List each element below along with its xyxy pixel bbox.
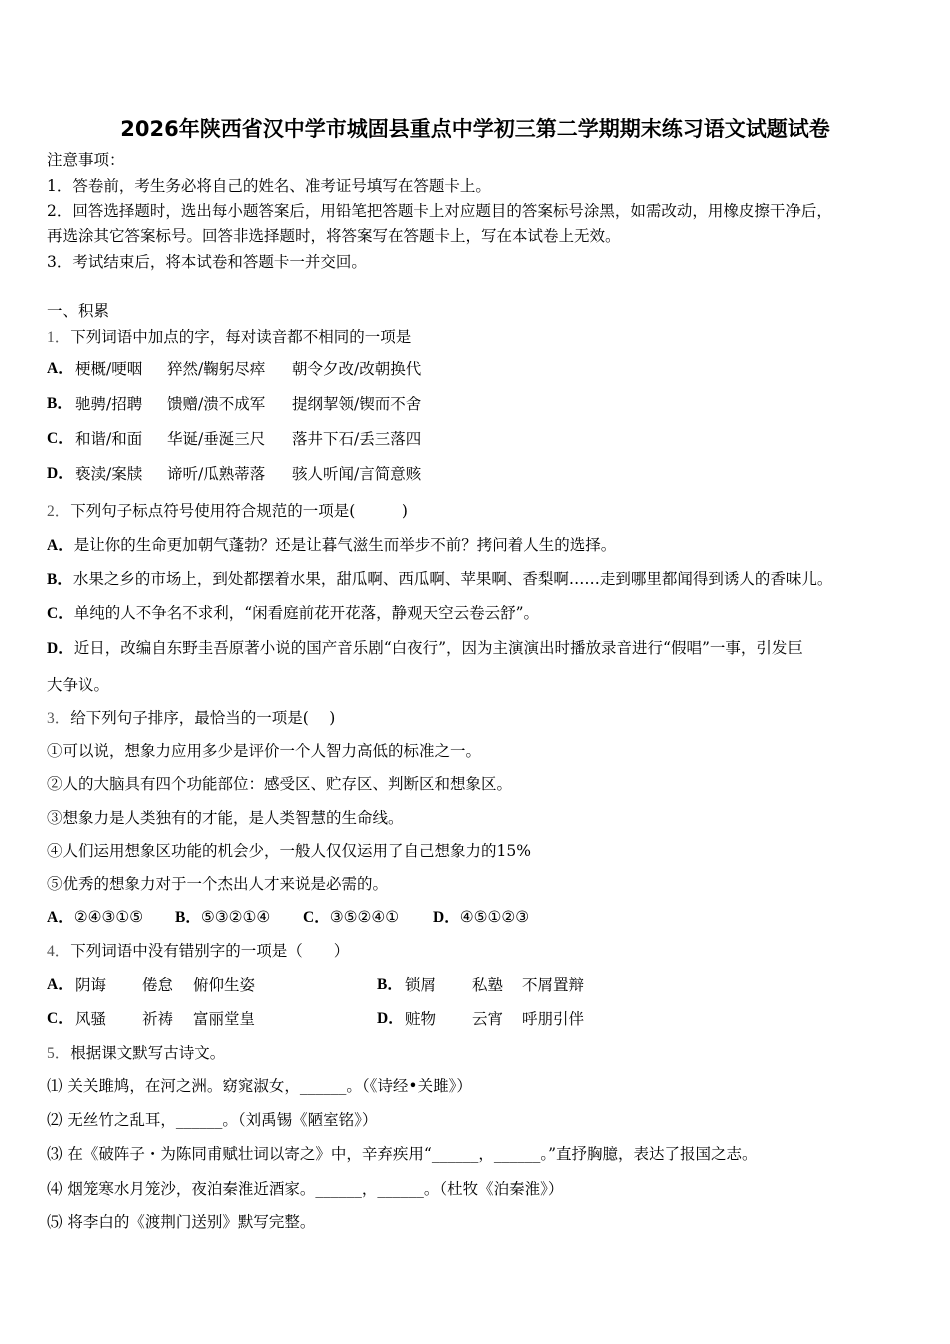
option-item: 祈祷: [142, 1010, 174, 1028]
option-label: A．: [47, 976, 74, 993]
option-d: [433, 907, 529, 928]
option-item: 富丽堂皇: [193, 1010, 256, 1028]
option-label: D．: [433, 909, 460, 926]
sentence: ④人们运用想象区功能的机会少，一般人仅仅运用了自己想象力的15%: [47, 842, 531, 860]
option-item: 梗概/哽咽: [75, 360, 143, 378]
sentence: ③想象力是人类独有的才能，是人类智慧的生命线。: [47, 809, 404, 827]
option-label: C．: [47, 605, 74, 622]
question-stem: [47, 327, 411, 348]
option-text: ③⑤②④①: [329, 908, 400, 926]
option-label: D．: [47, 465, 74, 482]
document-title: 2026年陕西省汉中学市城固县重点中学初三第二学期期末练习语文试题试卷: [120, 117, 830, 141]
option-item: 云宵: [472, 1010, 504, 1028]
option-item: 阴诲: [75, 976, 107, 994]
notice-item: 再选涂其它答案标号。回答非选择题时，将答案写在答题卡上，写在本试卷上无效。: [47, 227, 621, 245]
option-item: 骇人听闻/言简意赅: [292, 465, 422, 483]
option-item: 谛听/瓜熟蒂落: [167, 465, 266, 483]
sentence: ①可以说，想象力应用多少是评价一个人智力高低的标准之一。: [47, 742, 482, 760]
option-item: 呼朋引伴: [522, 1010, 585, 1028]
question-stem: [47, 708, 335, 729]
option-item: 俯仰生姿: [193, 976, 256, 994]
option-d-continued: 大争议。: [47, 676, 110, 694]
option-text: ②④③①⑤: [73, 908, 144, 926]
section-heading: 一、积累: [47, 302, 110, 320]
option-item: 驰骋/招聘: [75, 395, 143, 413]
question-text: 下列词语中没有错别字的一项是（ ）: [70, 942, 350, 960]
question-text: 根据课文默写古诗文。: [70, 1044, 226, 1062]
option-b: [47, 569, 832, 590]
question-number: 2．: [47, 503, 71, 520]
option-item: 馈赠/溃不成军: [167, 395, 266, 413]
option-text: ④⑤①②③: [459, 908, 530, 926]
recitation-item: ⑸ 将李白的《渡荆门送别》默写完整。: [47, 1213, 316, 1231]
option-label: B．: [175, 909, 201, 926]
option-item: 朝令夕改/改朝换代: [292, 360, 422, 378]
option-item: 落井下石/丢三落四: [292, 430, 422, 448]
option-label: A．: [47, 909, 74, 926]
notice-item: 3．考试结束后，将本试卷和答题卡一并交回。: [47, 253, 367, 271]
option-label: A．: [47, 360, 74, 377]
question-number: 1．: [47, 329, 71, 346]
option-text: 水果之乡的市场上，到处都摆着水果，甜瓜啊、西瓜啊、苹果啊、香梨啊……走到哪里都闻得到诱人的香味儿。: [72, 570, 833, 588]
option-item: 倦怠: [142, 976, 174, 994]
option-text: 是让你的生命更加朝气蓬勃？还是让暮气滋生而举步不前？拷问着人生的选择。: [73, 536, 617, 554]
option-item: 不屑置辩: [522, 976, 585, 994]
option-text: 单纯的人不争名不求利，“闲看庭前花开花落，静观天空云卷云舒”。: [73, 604, 540, 622]
option-text: ⑤③②①④: [200, 908, 271, 926]
question-stem: [47, 941, 349, 962]
option-label: B．: [377, 976, 403, 993]
question-stem: [47, 1043, 225, 1064]
option-a: [47, 535, 616, 556]
option-label: D．: [47, 640, 74, 657]
option-a: [47, 907, 143, 928]
option-label: B．: [47, 571, 73, 588]
question-text: 下列句子标点符号使用符合规范的一项是( ): [70, 502, 408, 520]
notice-item: 1．答卷前，考生务必将自己的姓名、准考证号填写在答题卡上。: [47, 177, 491, 195]
question-number: 4．: [47, 943, 71, 960]
question-stem: [47, 501, 408, 522]
recitation-item: ⑴ 关关雎鸠，在河之洲。窈窕淑女，______。（《诗经•关雎》）: [47, 1077, 472, 1095]
option-item: 提纲挈领/锲而不舍: [292, 395, 422, 413]
option-label: D．: [377, 1010, 404, 1027]
recitation-item: ⑶ 在《破阵子・为陈同甫赋壮词以寄之》中，辛弃疾用“______，______。”直抒胸臆，表达了报国之志。: [47, 1145, 758, 1163]
option-item: 赃物: [405, 1010, 437, 1028]
option-label: C．: [47, 430, 74, 447]
notice-heading: 注意事项：: [47, 151, 125, 169]
option-c: [47, 603, 539, 624]
option-item: 亵渎/案牍: [75, 465, 143, 483]
question-text: 下列词语中加点的字，每对读音都不相同的一项是: [70, 328, 412, 346]
notice-item: 2．回答选择题时，选出每小题答案后，用铅笔把答题卡上对应题目的答案标号涂黑，如需改动，用橡皮擦干净后，: [47, 202, 832, 220]
option-label: C．: [303, 909, 330, 926]
option-text: 近日，改编自东野圭吾原著小说的国产音乐剧“白夜行”，因为主演演出时播放录音进行“假唱”一事，引发巨: [73, 639, 803, 657]
recitation-item: ⑷ 烟笼寒水月笼沙，夜泊秦淮近酒家。______，______。（杜牧《泊秦淮》）: [47, 1180, 564, 1198]
option-item: 猝然/鞠躬尽瘁: [167, 360, 266, 378]
option-label: C．: [47, 1010, 74, 1027]
option-b: [175, 907, 270, 928]
question-number: 5．: [47, 1045, 71, 1062]
option-item: 锁屑: [405, 976, 437, 994]
option-item: 风骚: [75, 1010, 107, 1028]
option-label: A．: [47, 537, 74, 554]
option-label: B．: [47, 395, 73, 412]
option-d: [47, 638, 803, 659]
option-item: 华诞/垂涎三尺: [167, 430, 266, 448]
question-number: 3．: [47, 710, 71, 727]
option-item: 和谐/和面: [75, 430, 143, 448]
sentence: ②人的大脑具有四个功能部位：感受区、贮存区、判断区和想象区。: [47, 775, 513, 793]
recitation-item: ⑵ 无丝竹之乱耳，______。（刘禹锡《陋室铭》）: [47, 1111, 378, 1129]
option-item: 私塾: [472, 976, 504, 994]
option-c: [303, 907, 399, 928]
sentence: ⑤优秀的想象力对于一个杰出人才来说是必需的。: [47, 875, 389, 893]
question-text: 给下列句子排序，最恰当的一项是( ): [70, 709, 336, 727]
